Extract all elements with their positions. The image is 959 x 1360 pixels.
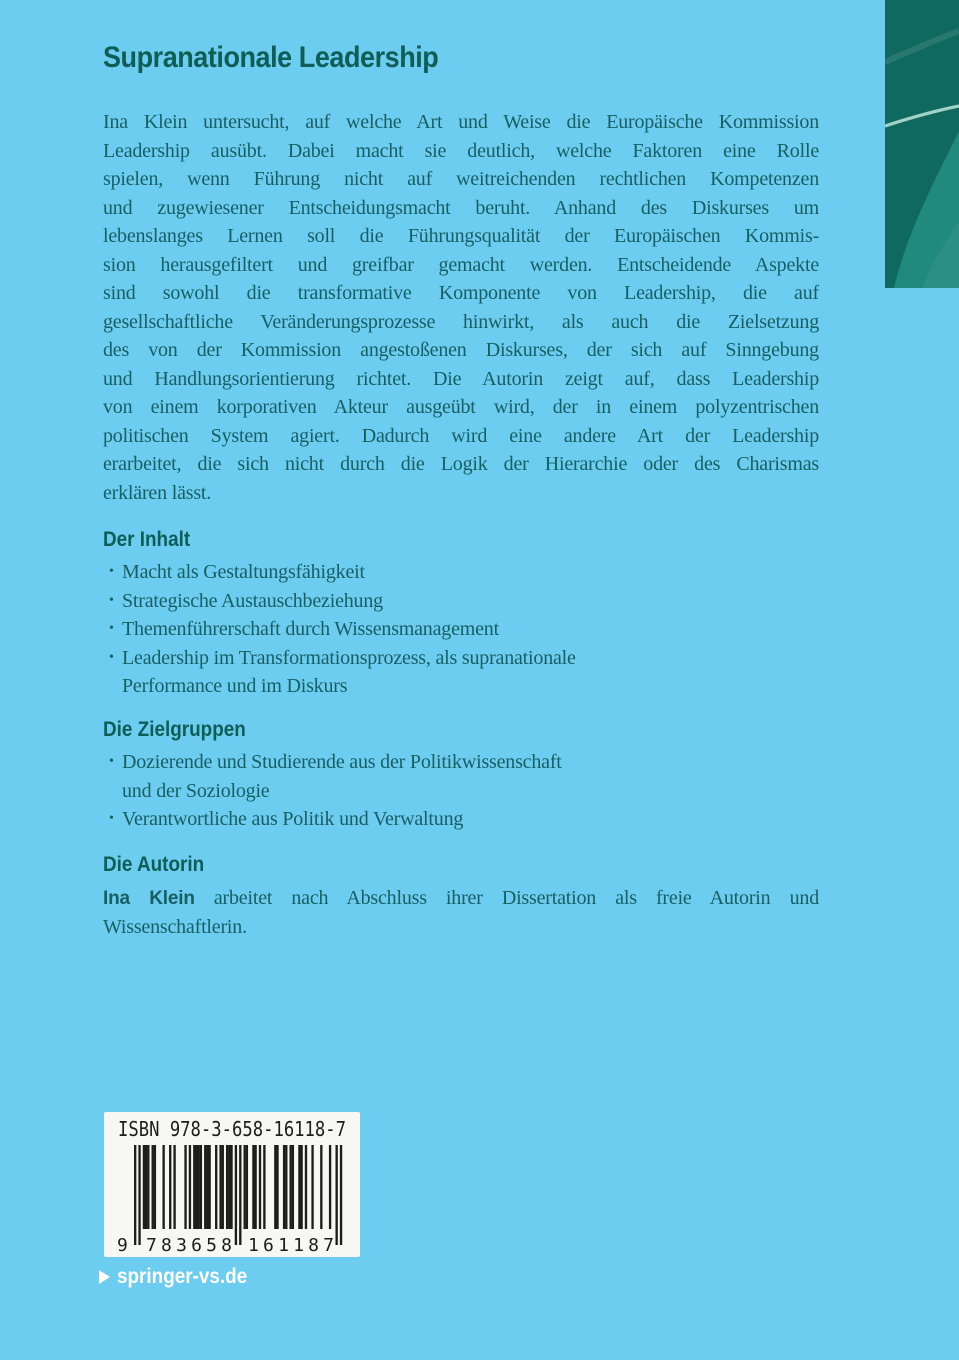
list-item <box>103 777 819 806</box>
book-title: Supranationale Leadership <box>103 41 439 74</box>
paragraph-line: gesellschaftliche Veränderungsprozesse hinwirkt, als auch die Zielsetzung <box>103 310 819 333</box>
paragraph-line: und Handlungsorientierung richtet. Die Autorin zeigt auf, dass Leadership <box>103 367 819 390</box>
section-heading-inhalt: Der Inhalt <box>103 528 191 551</box>
paragraph-line: lebenslanges Lernen soll die Führungsqualität der Europäischen Kommis- <box>103 225 819 247</box>
list-item <box>103 672 819 701</box>
list-item <box>103 587 819 616</box>
list-item-text: Strategische Austauschbeziehung <box>122 589 383 612</box>
paragraph-line: Ina Klein untersucht, auf welche Art und Weise die Europäische Kommission <box>103 111 819 133</box>
author-bio <box>103 884 819 941</box>
isbn-number: ISBN 978-3-658-16118-7 <box>118 1117 346 1141</box>
paragraph-line: sion herausgefiltert und greifbar gemacht werden. Entscheidende Aspekte <box>103 253 819 276</box>
list-item-text: und der Soziologie <box>122 779 270 802</box>
paragraph-line: Leadership ausübt. Dabei macht sie deutlich, welche Faktoren eine Rolle <box>103 139 819 162</box>
barcode-bars <box>134 1145 342 1245</box>
list-item-text: Leadership im Transformationsprozess, als supranationale <box>122 646 576 669</box>
bullet-icon: • <box>109 649 114 665</box>
list-item-text: Macht als Gestaltungsfähigkeit <box>122 561 365 583</box>
list-item-text: Dozierende und Studierende aus der Politikwissenschaft <box>122 751 562 773</box>
paragraph-line: von einem korporativen Akteur ausgeübt wird, der in einem polyzentrischen <box>103 396 819 418</box>
paragraph-line: sind sowohl die transformative Komponente von Leadership, die auf <box>103 282 819 304</box>
paragraph-line: erarbeitet, die sich nicht durch die Logik der Hierarchie oder des Charismas <box>103 453 819 475</box>
list-item <box>103 805 819 834</box>
author-bio-line1 <box>103 884 819 913</box>
bullet-icon: • <box>109 754 114 769</box>
list-item <box>103 558 819 587</box>
zielgruppen-list <box>103 748 819 834</box>
paragraph-line: des von der Kommission angestoßenen Diskurses, der sich auf Sinngebung <box>103 339 819 361</box>
description-paragraph <box>103 108 819 507</box>
barcode-digits-right: 161187 <box>248 1235 334 1256</box>
publisher-footer <box>99 1265 262 1289</box>
publisher-arrow-icon <box>99 1270 110 1284</box>
section-heading-zielgruppen: Die Zielgruppen <box>103 718 246 741</box>
barcode-digits-left: 783658 <box>146 1235 232 1256</box>
author-bio-text: arbeitet nach Abschluss ihrer Dissertation als freie Autorin und <box>213 887 819 909</box>
publisher-site: springer-vs.de <box>117 1265 248 1288</box>
bullet-icon: • <box>109 621 114 636</box>
list-item-text: Verantwortliche aus Politik und Verwaltung <box>122 808 464 830</box>
list-item-text: Performance und im Diskurs <box>122 675 348 697</box>
paragraph-line: politischen System agiert. Dadurch wird eine andere Art der Leadership <box>103 424 819 447</box>
list-item <box>103 748 819 777</box>
list-item <box>103 615 819 644</box>
paragraph-line: und zugewiesener Entscheidungsmacht beruht. Anhand des Diskurses um <box>103 196 819 219</box>
bullet-icon: • <box>109 592 114 608</box>
bullet-icon: • <box>109 811 114 826</box>
bullet-icon: • <box>109 564 114 579</box>
author-name: Ina Klein <box>103 888 195 909</box>
section-heading-autorin: Die Autorin <box>103 853 205 876</box>
cover-art-strip <box>885 0 959 288</box>
barcode-digit-first: 9 <box>117 1235 128 1256</box>
list-item <box>103 644 819 673</box>
author-bio-line2: Wissenschaftlerin. <box>103 915 247 938</box>
inhalt-list <box>103 558 819 701</box>
isbn-barcode <box>104 1112 360 1257</box>
list-item-text: Themenführerschaft durch Wissensmanagement <box>122 618 499 640</box>
paragraph-line: erklären lässt. <box>103 481 212 504</box>
barcode-svg <box>104 1112 360 1257</box>
paragraph-line: spielen, wenn Führung nicht auf weitreichenden rechtlichen Kompetenzen <box>103 168 819 190</box>
